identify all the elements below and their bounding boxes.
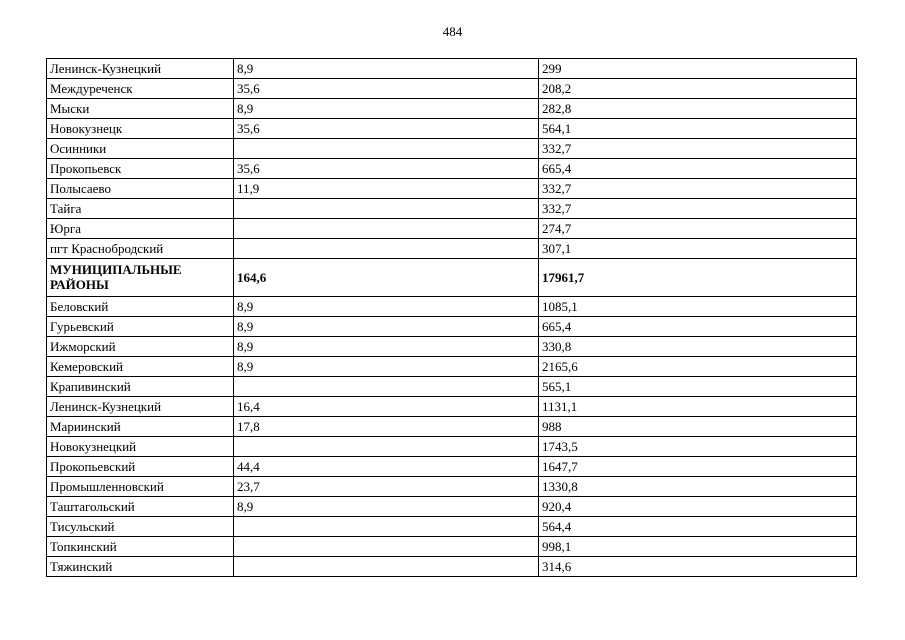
row-value2-cell: 314,6: [539, 557, 857, 577]
row-value2-cell: 988: [539, 417, 857, 437]
row-value1-cell: [234, 537, 539, 557]
row-value1-cell: 44,4: [234, 457, 539, 477]
row-name-cell: Прокопьевский: [47, 457, 234, 477]
row-name-cell: Ижморский: [47, 337, 234, 357]
row-name-cell: Новокузнецкий: [47, 437, 234, 457]
row-value2-cell: 299: [539, 59, 857, 79]
row-name-cell: Юрга: [47, 219, 234, 239]
row-name-cell: Крапивинский: [47, 377, 234, 397]
data-table: [46, 58, 857, 577]
table-row: [47, 377, 857, 397]
table-row: [47, 437, 857, 457]
row-value2-cell: 17961,7: [539, 259, 857, 297]
row-value1-cell: 8,9: [234, 317, 539, 337]
row-value1-cell: 23,7: [234, 477, 539, 497]
row-name-cell: Беловский: [47, 297, 234, 317]
table-row: [47, 219, 857, 239]
row-name-cell: Кемеровский: [47, 357, 234, 377]
row-value1-cell: 8,9: [234, 297, 539, 317]
row-value2-cell: 565,1: [539, 377, 857, 397]
table-body: [47, 59, 857, 577]
row-value2-cell: 1743,5: [539, 437, 857, 457]
row-value1-cell: [234, 219, 539, 239]
table-row: [47, 357, 857, 377]
table-row: [47, 179, 857, 199]
row-value1-cell: 8,9: [234, 59, 539, 79]
table-row: [47, 557, 857, 577]
row-value2-cell: 1330,8: [539, 477, 857, 497]
row-name-cell: Тайга: [47, 199, 234, 219]
row-name-cell: Мариинский: [47, 417, 234, 437]
row-value1-cell: [234, 239, 539, 259]
row-value2-cell: 2165,6: [539, 357, 857, 377]
table-row: [47, 497, 857, 517]
table-row: [47, 297, 857, 317]
row-value1-cell: [234, 517, 539, 537]
row-value1-cell: 8,9: [234, 337, 539, 357]
row-name-cell: Ленинск-Кузнецкий: [47, 59, 234, 79]
row-value2-cell: 665,4: [539, 159, 857, 179]
table-row: [47, 477, 857, 497]
row-name-cell: Тисульский: [47, 517, 234, 537]
row-value2-cell: 1647,7: [539, 457, 857, 477]
row-value2-cell: 274,7: [539, 219, 857, 239]
row-name-cell: Новокузнецк: [47, 119, 234, 139]
row-value2-cell: 665,4: [539, 317, 857, 337]
row-name-cell: Полысаево: [47, 179, 234, 199]
row-value2-cell: 307,1: [539, 239, 857, 259]
row-value2-cell: 998,1: [539, 537, 857, 557]
row-value1-cell: 35,6: [234, 159, 539, 179]
page-number: 484: [442, 24, 463, 39]
row-value2-cell: 282,8: [539, 99, 857, 119]
row-value2-cell: 332,7: [539, 199, 857, 219]
row-value1-cell: 8,9: [234, 497, 539, 517]
row-name-cell: Топкинский: [47, 537, 234, 557]
row-value2-cell: 564,4: [539, 517, 857, 537]
row-name-cell: Мыски: [47, 99, 234, 119]
table-row: [47, 159, 857, 179]
row-value2-cell: 208,2: [539, 79, 857, 99]
row-value1-cell: [234, 557, 539, 577]
row-value1-cell: [234, 139, 539, 159]
table-row: [47, 79, 857, 99]
row-name-cell: пгт Краснобродский: [47, 239, 234, 259]
row-value1-cell: 35,6: [234, 79, 539, 99]
table-row: [47, 99, 857, 119]
row-value1-cell: 16,4: [234, 397, 539, 417]
table-row: [47, 397, 857, 417]
row-name-cell: Ленинск-Кузнецкий: [47, 397, 234, 417]
table-row: [47, 517, 857, 537]
row-value2-cell: 920,4: [539, 497, 857, 517]
table-row: [47, 537, 857, 557]
row-value1-cell: 35,6: [234, 119, 539, 139]
table-row: [47, 239, 857, 259]
row-value1-cell: 8,9: [234, 99, 539, 119]
table-row: [47, 457, 857, 477]
row-name-cell: Гурьевский: [47, 317, 234, 337]
row-name-cell: Промышленновский: [47, 477, 234, 497]
table-row: [47, 199, 857, 219]
row-name-cell: Тяжинский: [47, 557, 234, 577]
row-name-cell: МУНИЦИПАЛЬНЫЕ РАЙОНЫ: [47, 259, 234, 297]
row-name-cell: Осинники: [47, 139, 234, 159]
table-row: [47, 119, 857, 139]
table-row: [47, 139, 857, 159]
table-row: [47, 417, 857, 437]
row-value1-cell: [234, 377, 539, 397]
row-value1-cell: 164,6: [234, 259, 539, 297]
table-row: [47, 337, 857, 357]
table-row-section-total: [47, 259, 857, 297]
row-value2-cell: 332,7: [539, 139, 857, 159]
row-value2-cell: 1131,1: [539, 397, 857, 417]
row-value2-cell: 1085,1: [539, 297, 857, 317]
row-value1-cell: 8,9: [234, 357, 539, 377]
row-value2-cell: 332,7: [539, 179, 857, 199]
row-value1-cell: [234, 199, 539, 219]
row-name-cell: Прокопьевск: [47, 159, 234, 179]
row-name-cell: Междуреченск: [47, 79, 234, 99]
row-value2-cell: 564,1: [539, 119, 857, 139]
table-row: [47, 59, 857, 79]
table-row: [47, 317, 857, 337]
row-value1-cell: 11,9: [234, 179, 539, 199]
row-value2-cell: 330,8: [539, 337, 857, 357]
row-value1-cell: 17,8: [234, 417, 539, 437]
row-value1-cell: [234, 437, 539, 457]
row-name-cell: Таштагольский: [47, 497, 234, 517]
